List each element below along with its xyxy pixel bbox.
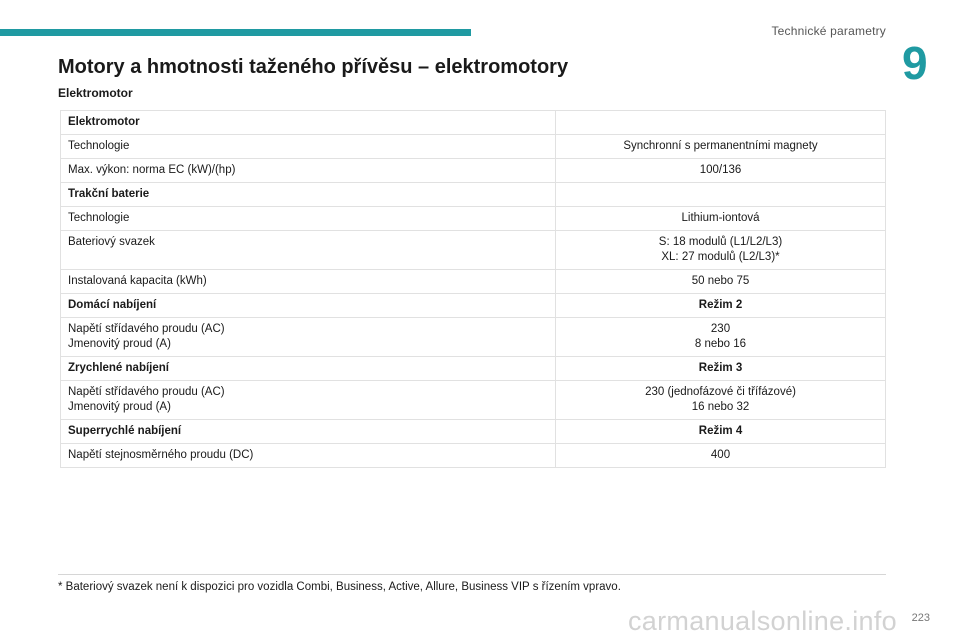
cell-value: [556, 183, 886, 207]
cell-value: [556, 381, 886, 420]
table-row: [61, 231, 886, 270]
cell-parameter: [61, 159, 556, 183]
section-label: Technické parametry: [771, 24, 886, 38]
spec-table: [60, 110, 886, 468]
parameter-text: Jmenovitý proud (A): [68, 338, 171, 350]
cell-value: [556, 207, 886, 231]
accent-bar: [0, 29, 471, 36]
value-text: 230 (jednofázové či třífázové): [645, 386, 796, 398]
value-text: 100/136: [699, 164, 742, 176]
cell-parameter: [61, 357, 556, 381]
cell-parameter: [61, 183, 556, 207]
cell-value: [556, 159, 886, 183]
cell-value: [556, 420, 886, 444]
value-text: XL: 27 modulů (L2/L3)*: [661, 251, 780, 263]
table-section-header: [61, 357, 886, 381]
cell-value: [556, 231, 886, 270]
cell-value: [556, 294, 886, 318]
parameter-text: Zrychlené nabíjení: [68, 362, 169, 374]
cell-parameter: [61, 444, 556, 468]
parameter-text: Technologie: [68, 140, 130, 152]
table-row: [61, 207, 886, 231]
value-text: Synchronní s permanentními magnety: [623, 140, 818, 152]
cell-value: [556, 444, 886, 468]
parameter-text: Trakční baterie: [68, 188, 150, 200]
footnote: * Bateriový svazek není k dispozici pro vozidla Combi, Business, Active, Allure, Business VIP s řízením vpravo.: [58, 581, 621, 593]
table-section-header: [61, 420, 886, 444]
cell-parameter: [61, 135, 556, 159]
footnote-divider: [58, 574, 886, 575]
parameter-text: Bateriový svazek: [68, 236, 155, 248]
value-text: Režim 4: [698, 425, 743, 437]
table-row: [61, 381, 886, 420]
value-text: Režim 2: [698, 299, 743, 311]
table-row: [61, 318, 886, 357]
cell-value: [556, 135, 886, 159]
cell-parameter: [61, 111, 556, 135]
chapter-number: 9: [902, 37, 928, 89]
cell-value: [556, 318, 886, 357]
value-text: Lithium-iontová: [681, 212, 760, 224]
parameter-text: Instalovaná kapacita (kWh): [68, 275, 207, 287]
cell-parameter: [61, 231, 556, 270]
table-section-header: [61, 183, 886, 207]
cell-parameter: [61, 207, 556, 231]
value-text: 8 nebo 16: [694, 338, 747, 350]
parameter-text: Napětí střídavého proudu (AC): [68, 323, 225, 335]
cell-parameter: [61, 318, 556, 357]
parameter-text: Jmenovitý proud (A): [68, 401, 171, 413]
value-text: Režim 3: [698, 362, 743, 374]
value-text: 230: [710, 323, 731, 335]
cell-parameter: [61, 270, 556, 294]
parameter-text: Elektromotor: [68, 116, 140, 128]
cell-parameter: [61, 420, 556, 444]
value-text: S: 18 modulů (L1/L2/L3): [658, 236, 783, 248]
cell-value: [556, 111, 886, 135]
parameter-text: Superrychlé nabíjení: [68, 425, 182, 437]
table-row: [61, 444, 886, 468]
page-number: 223: [911, 612, 930, 624]
watermark: carmanualsonline.info: [628, 606, 897, 636]
parameter-text: Napětí stejnosměrného proudu (DC): [68, 449, 254, 461]
value-text: 400: [710, 449, 731, 461]
parameter-text: Technologie: [68, 212, 130, 224]
table-row: [61, 270, 886, 294]
value-text: 16 nebo 32: [691, 401, 750, 413]
parameter-text: Napětí střídavého proudu (AC): [68, 386, 225, 398]
table-row: [61, 159, 886, 183]
cell-value: [556, 357, 886, 381]
table-row: [61, 135, 886, 159]
cell-value: [556, 270, 886, 294]
table-section-header: [61, 294, 886, 318]
table-section-header: [61, 111, 886, 135]
page-title: Motory a hmotnosti taženého přívěsu – elektromotory: [58, 56, 569, 78]
section-subtitle: Elektromotor: [58, 86, 133, 100]
cell-parameter: [61, 381, 556, 420]
parameter-text: Domácí nabíjení: [68, 299, 157, 311]
cell-parameter: [61, 294, 556, 318]
value-text: 50 nebo 75: [691, 275, 750, 287]
parameter-text: Max. výkon: norma EC (kW)/(hp): [68, 164, 236, 176]
